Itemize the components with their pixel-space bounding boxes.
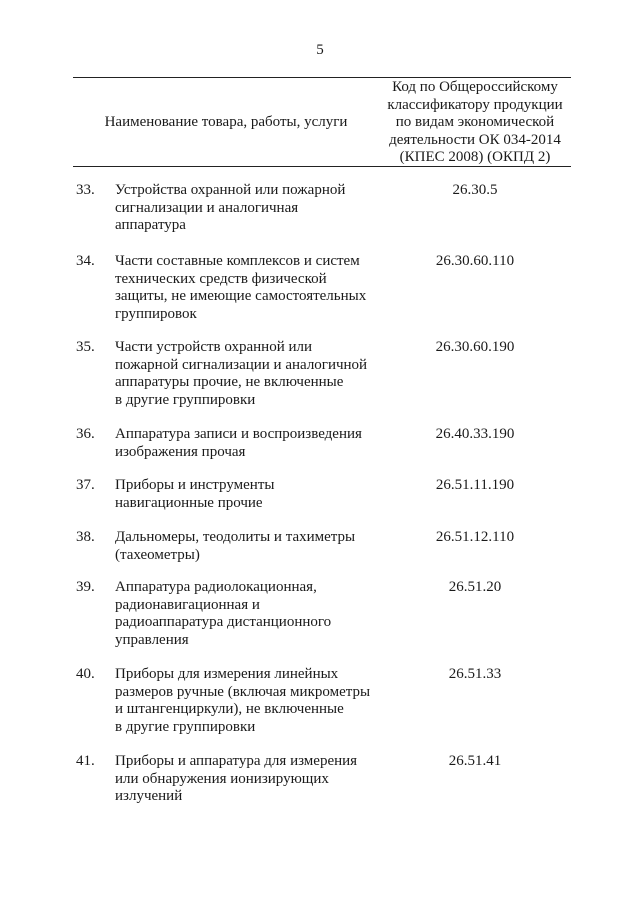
row-code: 26.51.20 [448,579,502,595]
row-name-line: аппаратуры прочие, не включенные [115,374,344,390]
row-code: 26.51.41 [448,753,502,769]
row-name [115,666,375,736]
header-code-line: (КПЕС 2008) (ОКПД 2) [399,149,551,165]
row-name-line: технических средств физической [115,270,327,287]
row-name-line: радионавигационная и [115,596,260,613]
header-code-line: по видам экономической [395,114,555,130]
row-name [115,426,375,461]
row-name-line: (тахеометры) [115,546,200,563]
row-name-line: защиты, не имеющие самостоятельных [115,288,367,304]
row-name-line: Приборы для измерения линейных [115,666,339,682]
row-number: 40. [76,666,95,682]
row-name-line: Приборы и аппаратура для измерения [115,753,358,769]
row-name-line: изображения прочая [115,443,246,460]
row-code: 26.51.12.110 [435,529,515,545]
row-name [115,477,375,512]
row-code: 26.40.33.190 [435,426,515,442]
row-number: 39. [76,579,95,595]
row-number: 34. [76,253,95,269]
row-name-line: Аппаратура радиолокационная, [115,579,317,595]
row-name-line: в другие группировки [115,391,256,408]
row-name-line: или обнаружения ионизирующих [115,770,329,787]
row-name-line: и штангенциркули), не включенные [115,701,344,717]
row-code: 26.51.33 [448,666,502,682]
row-name [115,579,375,649]
page-number: 5 [316,42,324,58]
row-name-line: в другие группировки [115,718,256,735]
row-number: 35. [76,339,95,355]
row-number: 37. [76,477,95,493]
row-name [115,339,375,409]
row-number: 38. [76,529,95,545]
row-name [115,753,375,806]
row-name-line: Части устройств охранной или [115,339,313,355]
row-name-line: Аппаратура записи и воспроизведения [115,426,362,442]
header-name-column: Наименование товара, работы, услуги [104,113,348,130]
row-number: 36. [76,426,95,442]
row-code: 26.30.60.110 [435,253,515,269]
row-name [115,529,375,564]
row-name-line: аппаратура [115,217,186,233]
row-name-line: Устройства охранной или пожарной [115,182,346,198]
row-name-line: навигационные прочие [115,494,263,511]
row-name-line: Части составные комплексов и систем [115,253,360,269]
row-name-line: размеров ручные (включая микрометры [115,683,371,700]
header-code-line: классификатору продукции [387,96,563,113]
row-name-line: Приборы и инструменты [115,477,275,493]
header-code-line: Код по Общероссийскому [392,79,558,95]
row-name-line: радиоаппаратура дистанционного [115,614,332,630]
header-code-line: деятельности ОК 034-2014 [389,131,561,148]
row-name-line: излучений [115,788,183,804]
table-header [73,77,571,167]
row-name [115,182,375,235]
products-table [73,77,571,804]
row-name [115,253,375,323]
row-name-line: сигнализации и аналогичная [115,199,299,216]
header-code-column [379,78,571,166]
row-number: 33. [76,182,95,198]
row-code: 26.51.11.190 [435,477,515,493]
row-code: 26.30.60.190 [435,339,515,355]
row-name-line: пожарной сигнализации и аналогичной [115,356,368,373]
row-number: 41. [76,753,95,769]
row-code: 26.30.5 [452,182,498,198]
row-name-line: Дальномеры, теодолиты и тахиметры [115,529,356,545]
row-name-line: управления [115,631,189,648]
row-name-line: группировок [115,305,197,322]
